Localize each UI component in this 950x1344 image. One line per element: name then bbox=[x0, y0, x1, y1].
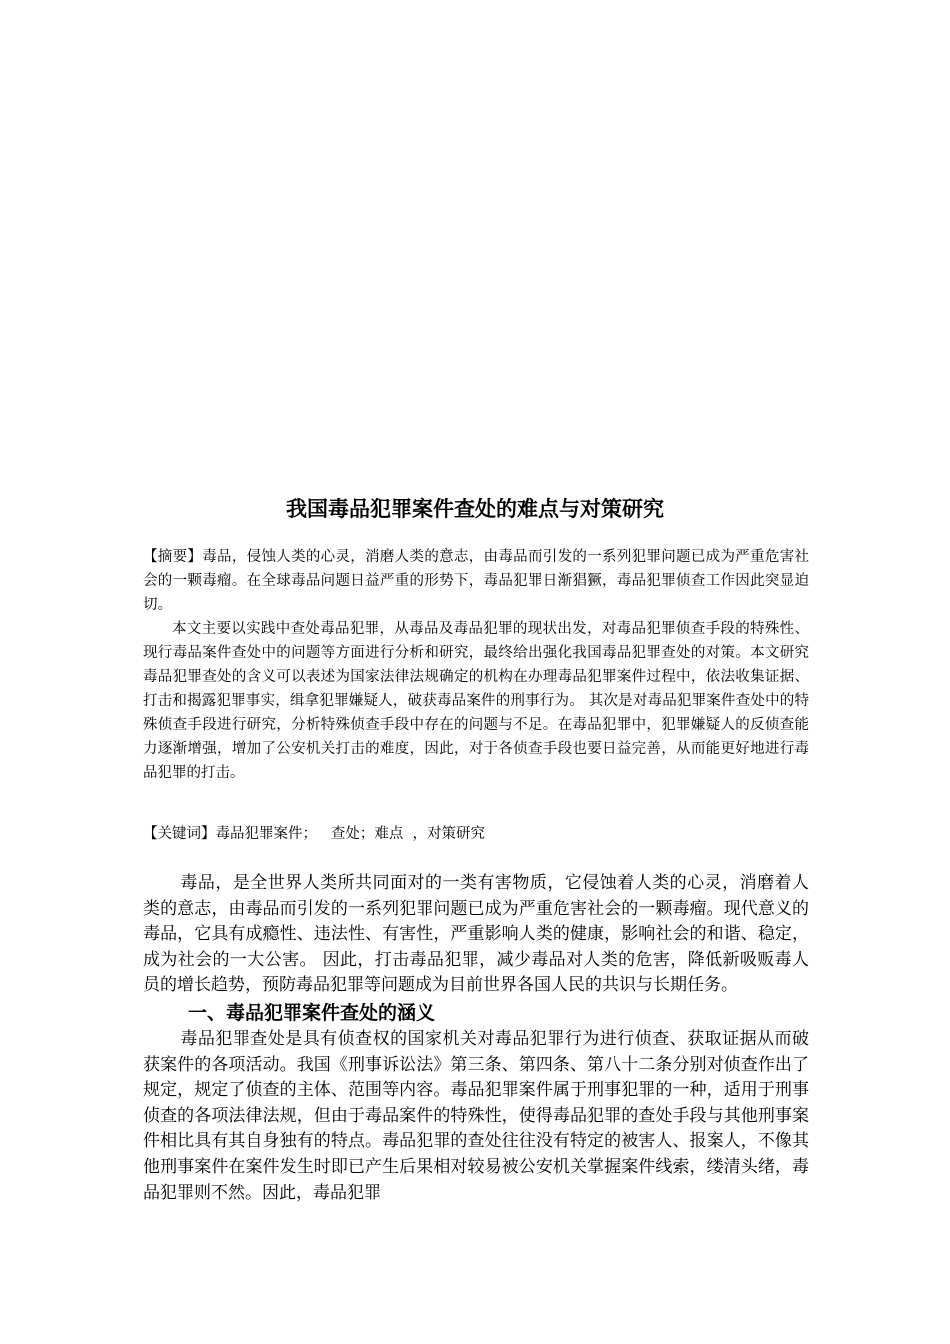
keywords-line: 【关键词】毒品犯罪案件； 查处；难点 ，对策研究 bbox=[143, 826, 486, 842]
body-section bbox=[143, 871, 809, 1206]
section-1-paragraph: 毒品犯罪查处是具有侦查权的国家机关对毒品犯罪行为进行侦查、获取证据从而破获案件的各项活动。我国《刑事诉讼法》第三条、第四条、第八十二条分别对侦查作出了规定，规定了侦查的主体、范围等内容。毒品犯罪案件属于刑事犯罪的一种，适用于刑事侦查的各项法律法规，但由于毒品案件的特殊性，使得毒品犯罪的查处手段与其他刑事案件相比具有其自身独有的特点。毒品犯罪的查处往往没有特定的被害人、报案人，不像其他刑事案件在案件发生时即已产生后果相对较易被公安机关掌握案件线索，缕清头绪，毒品犯罪则不然。因此，毒品犯罪 bbox=[143, 1028, 809, 1203]
abstract-paragraph-1: 【摘要】毒品，侵蚀人类的心灵，消磨人类的意志，由毒品而引发的一系列犯罪问题已成为严重危害社会的一颗毒瘤。在全球毒品问题日益严重的形势下，毒品犯罪日渐猖獗，毒品犯罪侦查工作因此突显迫切。 bbox=[143, 549, 809, 613]
abstract-section bbox=[143, 545, 809, 785]
document-title: 我国毒品犯罪案件查处的难点与对策研究 bbox=[286, 497, 664, 521]
abstract-paragraph-2: 本文主要以实践中查处毒品犯罪，从毒品及毒品犯罪的现状出发，对毒品犯罪侦查手段的特殊性、现行毒品案件查处中的问题等方面进行分析和研究，最终给出强化我国毒品犯罪查处的对策。本文研究毒品犯罪查处的含义可以表述为国家法律法规确定的机构在办理毒品犯罪案件过程中，依法收集证据、打击和揭露犯罪事实，缉拿犯罪嫌疑人，破获毒品案件的刑事行为。 其次是对毒品犯罪案件查处中的特殊侦查手段进行研究，分析特殊侦查手段中存在的问题与不足。在毒品犯罪中，犯罪嫌疑人的反侦查能力逐渐增强，增加了公安机关打击的难度，因此，对于各侦查手段也要日益完善，从而能更好地进行毒品犯罪的打击。 bbox=[143, 621, 809, 781]
section-heading-1: 一、毒品犯罪案件查处的涵义 bbox=[188, 1001, 436, 1024]
intro-paragraph: 毒品，是全世界人类所共同面对的一类有害物质，它侵蚀着人类的心灵，消磨着人类的意志，由毒品而引发的一系列犯罪问题已成为严重危害社会的一颗毒瘤。现代意义的毒品，它具有成瘾性、违法性、有害性，严重影响人类的健康，影响社会的和谐、稳定，成为社会的一大公害。 因此，打击毒品犯罪，减少毒品对人类的危害，降低新吸贩毒人员的增长趋势，预防毒品犯罪等问题成为目前世界各国人民的共识与长期任务。 bbox=[143, 873, 809, 996]
